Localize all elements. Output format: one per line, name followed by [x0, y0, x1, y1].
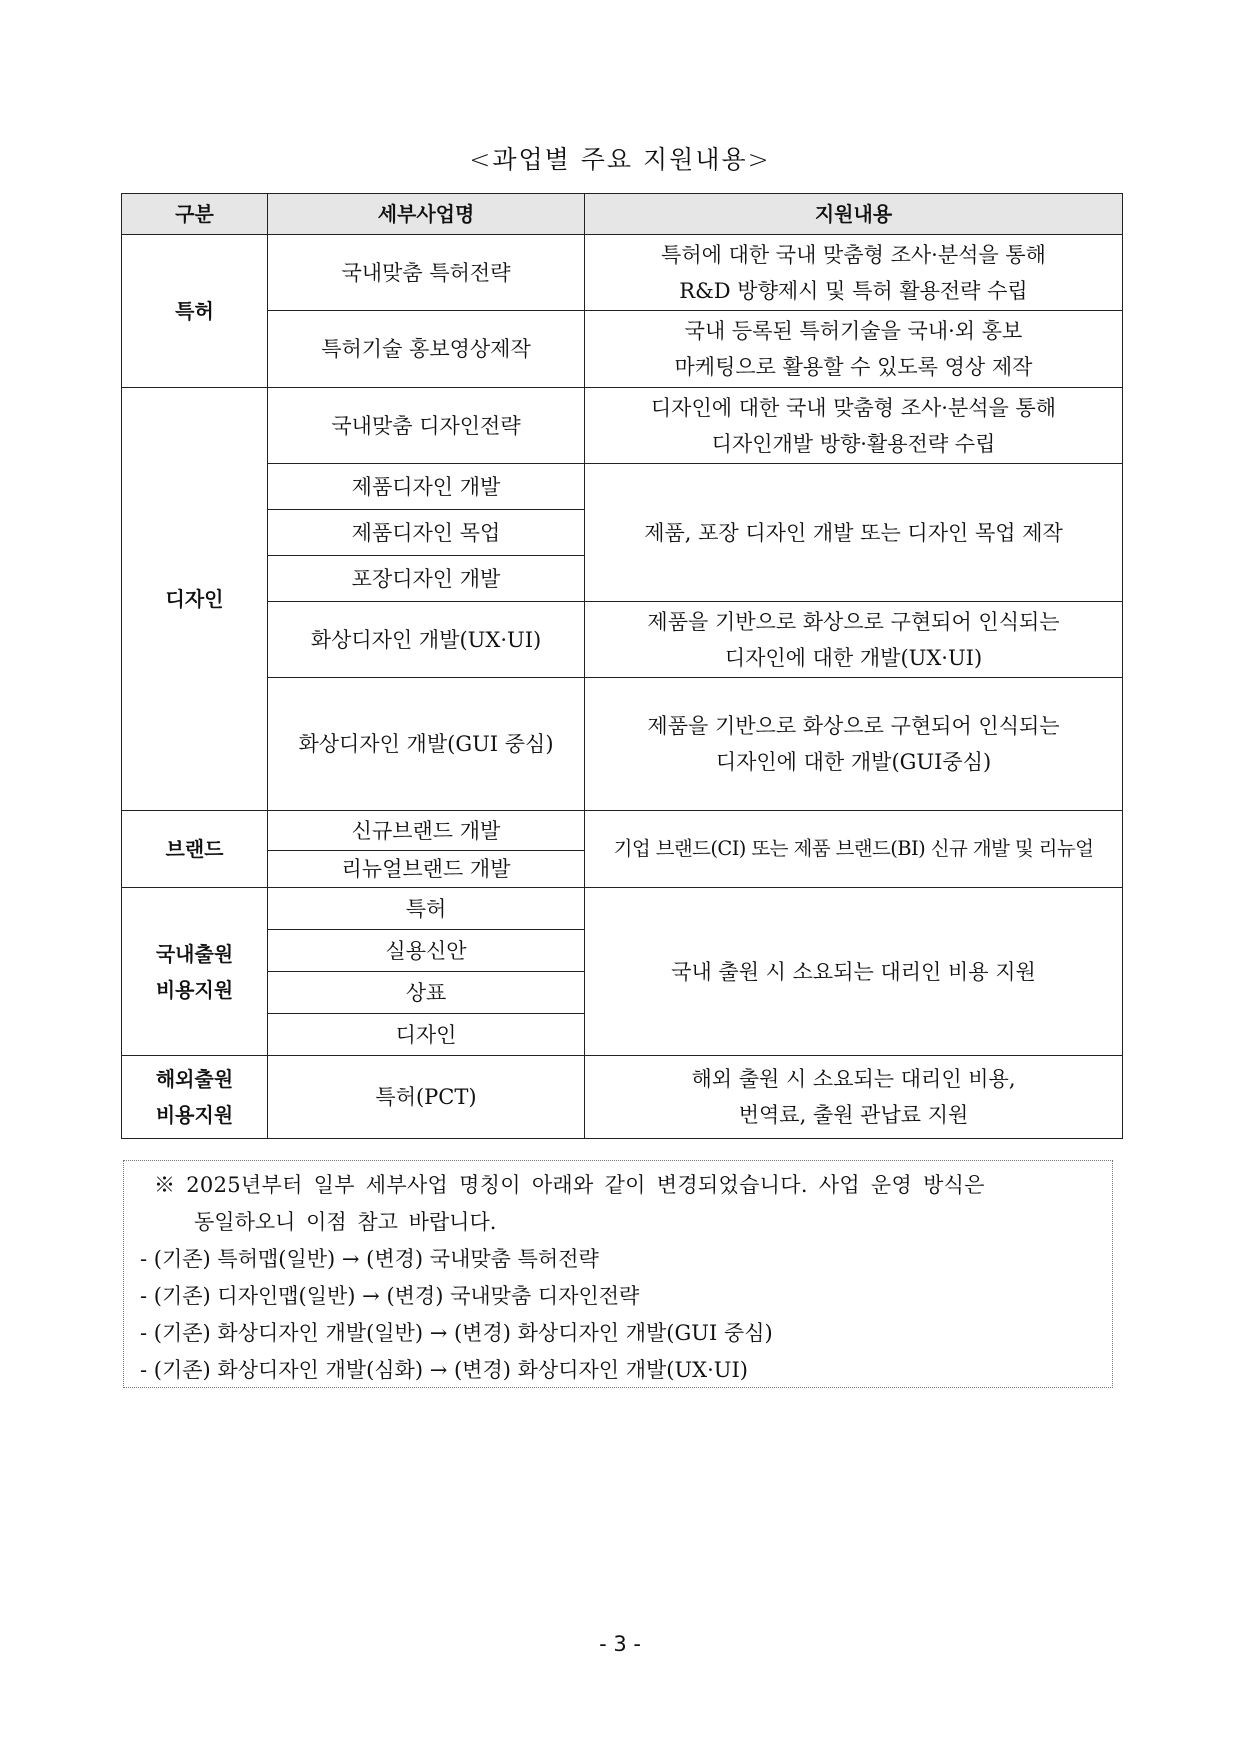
category-domestic-filing: 국내출원 비용지원 [122, 888, 268, 1056]
support-desc: 제품, 포장 디자인 개발 또는 디자인 목업 제작 [585, 464, 1123, 602]
notice-change-item: - (기존) 화상디자인 개발(일반) → (변경) 화상디자인 개발(GUI 중심) [140, 1321, 773, 1345]
program-name: 리뉴얼브랜드 개발 [268, 851, 585, 888]
support-desc: 국내 출원 시 소요되는 대리인 비용 지원 [585, 888, 1123, 1056]
notice-lead-continued: 동일하오니 이점 참고 바랍니다. [194, 1210, 497, 1234]
support-desc: 특허에 대한 국내 맞춤형 조사·분석을 통해 R&D 방향제시 및 특허 활용전략 수립 [585, 235, 1123, 311]
program-name: 실용신안 [268, 930, 585, 972]
program-name: 특허 [268, 888, 585, 930]
header-category: 구분 [122, 194, 268, 235]
support-desc: 제품을 기반으로 화상으로 구현되어 인식되는 디자인에 대한 개발(GUI중심) [585, 678, 1123, 811]
support-desc: 국내 등록된 특허기술을 국내·외 홍보 마케팅으로 활용할 수 있도록 영상 제작 [585, 311, 1123, 388]
table-row [122, 1056, 1123, 1139]
table-row [122, 811, 1123, 851]
table-row [122, 464, 1123, 510]
table-row [122, 311, 1123, 388]
program-name: 국내맞춤 디자인전략 [268, 388, 585, 464]
program-name: 신규브랜드 개발 [268, 811, 585, 851]
notice-change-item: - (기존) 특허맵(일반) → (변경) 국내맞춤 특허전략 [140, 1247, 599, 1271]
program-name: 국내맞춤 특허전략 [268, 235, 585, 311]
program-name: 특허(PCT) [268, 1056, 585, 1139]
category-overseas-filing: 해외출원 비용지원 [122, 1056, 268, 1139]
support-desc: 제품을 기반으로 화상으로 구현되어 인식되는 디자인에 대한 개발(UX·UI) [585, 602, 1123, 678]
program-name: 포장디자인 개발 [268, 556, 585, 602]
program-name: 화상디자인 개발(GUI 중심) [268, 678, 585, 811]
page-number: - 3 - [599, 1632, 641, 1656]
category-brand: 브랜드 [122, 811, 268, 888]
support-desc: 디자인에 대한 국내 맞춤형 조사·분석을 통해 디자인개발 방향·활용전략 수립 [585, 388, 1123, 464]
table-row [122, 888, 1123, 930]
table-title: <과업별 주요 지원내용> [469, 145, 771, 174]
table-row [122, 235, 1123, 311]
support-content-table [121, 193, 1123, 1139]
notice-change-item: - (기존) 디자인맵(일반) → (변경) 국내맞춤 디자인전략 [140, 1284, 640, 1308]
table-row [122, 602, 1123, 678]
header-support-content: 지원내용 [585, 194, 1123, 235]
table-header-row [122, 194, 1123, 235]
program-name: 제품디자인 개발 [268, 464, 585, 510]
program-name: 제품디자인 목업 [268, 510, 585, 556]
category-design: 디자인 [122, 388, 268, 811]
notice-change-item: - (기존) 화상디자인 개발(심화) → (변경) 화상디자인 개발(UX·UI) [140, 1358, 748, 1382]
support-desc: 기업 브랜드(CI) 또는 제품 브랜드(BI) 신규 개발 및 리뉴얼 [585, 811, 1123, 888]
name-change-notice [123, 1160, 1113, 1388]
notice-lead: ※ 2025년부터 일부 세부사업 명칭이 아래와 같이 변경되었습니다. 사업 운영 방식은 [154, 1173, 985, 1197]
program-name: 화상디자인 개발(UX·UI) [268, 602, 585, 678]
table-row [122, 678, 1123, 811]
program-name: 상표 [268, 972, 585, 1014]
table-row [122, 388, 1123, 464]
support-desc: 해외 출원 시 소요되는 대리인 비용, 번역료, 출원 관납료 지원 [585, 1056, 1123, 1139]
program-name: 디자인 [268, 1014, 585, 1056]
header-program-name: 세부사업명 [268, 194, 585, 235]
category-patent: 특허 [122, 235, 268, 388]
program-name: 특허기술 홍보영상제작 [268, 311, 585, 388]
